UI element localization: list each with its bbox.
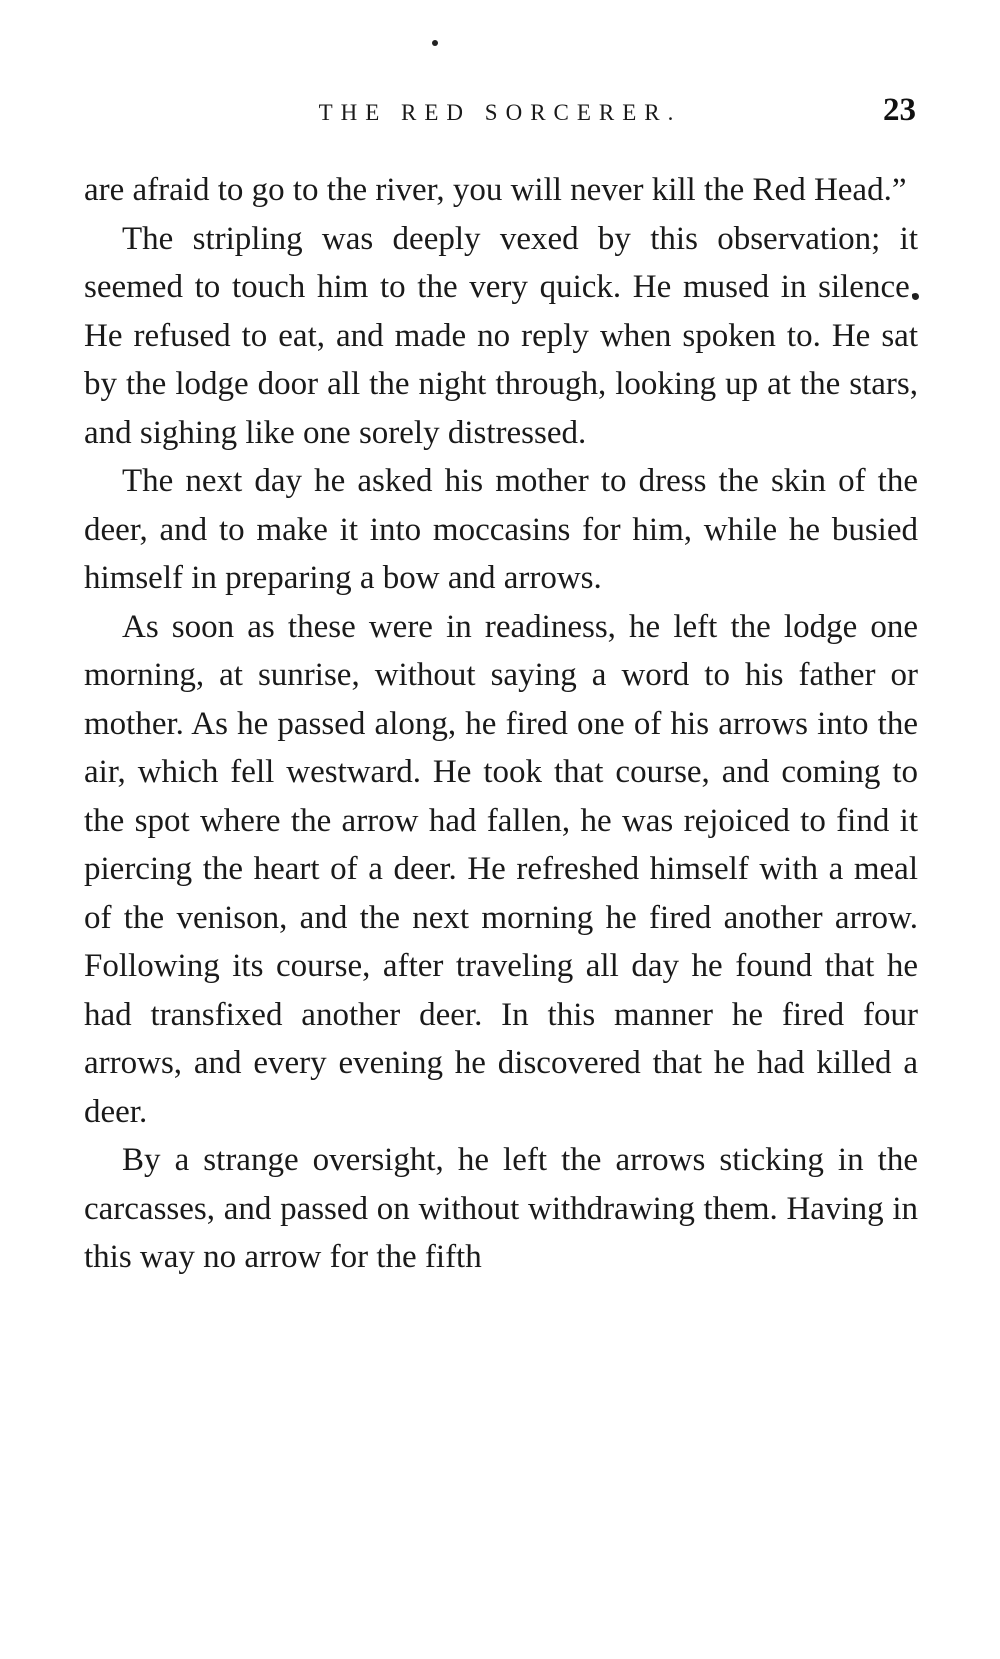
page-header [84, 92, 916, 132]
paragraph: As soon as these were in readiness, he left the lodge one morning, at sunrise, without saying a word to his father or mother. As he passed along, he fired one of his arrows into the air, which fell westward. He took that course, and coming to the spot where the arrow had fallen, he was rejoiced to find it piercing the heart of a deer. He refreshed himself with a meal of the venison, and the next morning he fired another arrow. Following its course, after traveling all day he found that he had transfixed another deer. In this manner he fired four arrows, and every evening he discovered that he had killed a deer. [84, 608, 918, 1130]
page-number: 23 [883, 92, 916, 128]
paragraph: By a strange oversight, he left the arrows sticking in the carcasses, and passed on without withdrawing them. Having in this way no arrow for the fifth [84, 1142, 918, 1275]
paragraph: are afraid to go to the river, you will never kill the Red Head.” [84, 172, 907, 208]
paragraph: The stripling was deeply vexed by this observation; it seemed to touch him to the very quick. He mused in silence. He refused to eat, and made no reply when spoken to. He sat by the lodge door all the night through, looking up at the stars, and sighing like one sorely distressed. [84, 220, 918, 451]
ink-speck [432, 40, 438, 46]
body-text [84, 166, 918, 1282]
running-title: THE RED SORCERER. [318, 100, 682, 125]
paragraph: The next day he asked his mother to dress the skin of the deer, and to make it into moccasins for him, while he busied himself in preparing a bow and arrows. [84, 463, 918, 596]
